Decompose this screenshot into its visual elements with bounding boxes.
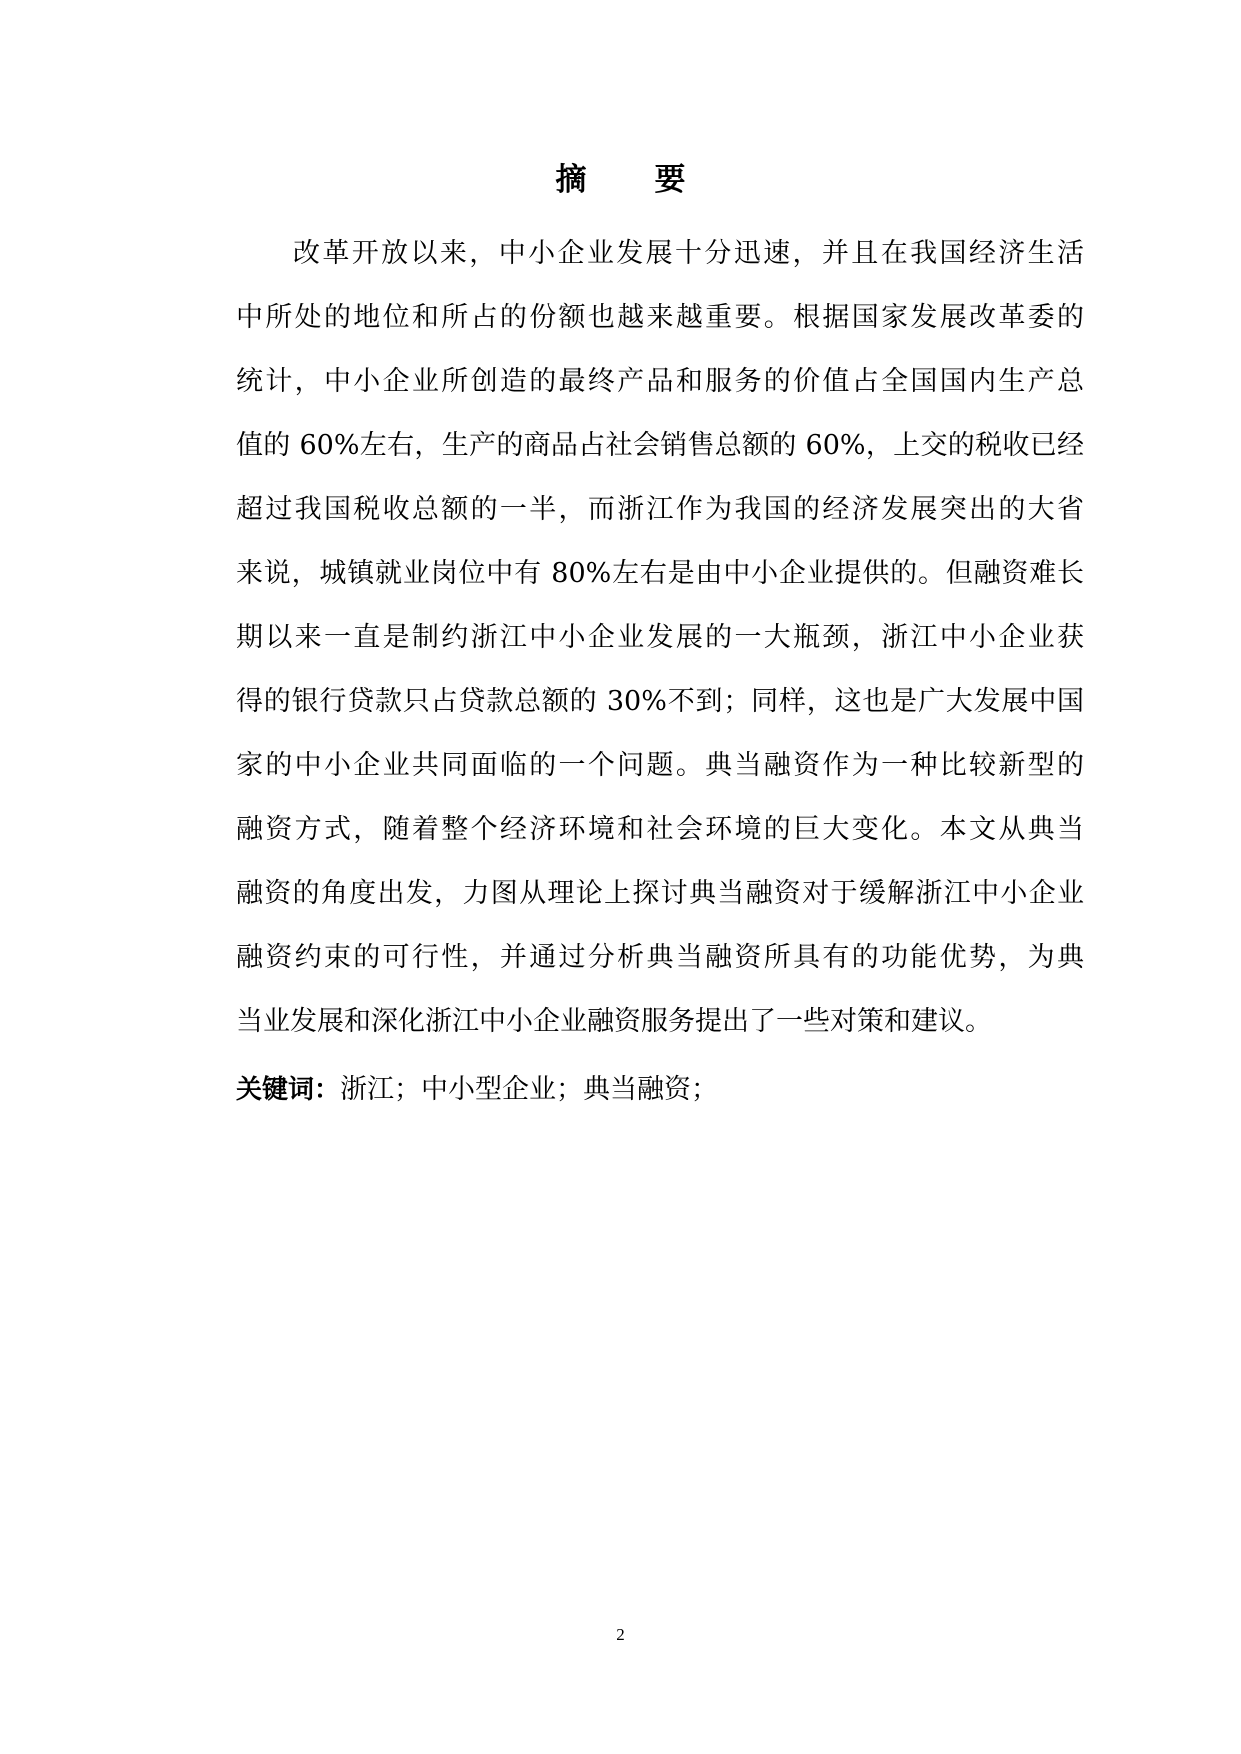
abstract-line: 当业发展和深化浙江中小企业融资服务提出了一些对策和建议。 xyxy=(236,1006,992,1037)
abstract-line: 融资约束的可行性，并通过分析典当融资所具有的功能优势，为典 xyxy=(236,942,1084,973)
abstract-line: 改革开放以来，中小企业发展十分迅速，并且在我国经济生活 xyxy=(293,238,1084,269)
title-char-1: 摘 xyxy=(555,162,587,198)
abstract-line: 融资方式，随着整个经济环境和社会环境的巨大变化。本文从典当 xyxy=(236,814,1084,845)
abstract-line: 来说，城镇就业岗位中有 80%左右是由中小企业提供的。但融资难长 xyxy=(236,558,1084,589)
abstract-line: 得的银行贷款只占贷款总额的 30%不到；同样，这也是广大发展中国 xyxy=(236,686,1084,717)
abstract-line: 期以来一直是制约浙江中小企业发展的一大瓶颈，浙江中小企业获 xyxy=(236,622,1084,653)
abstract-paragraph xyxy=(236,231,1084,1063)
keywords xyxy=(236,1067,1084,1113)
abstract-line: 中所处的地位和所占的份额也越来越重要。根据国家发展改革委的 xyxy=(236,302,1084,333)
abstract-line: 值的 60%左右，生产的商品占社会销售总额的 60%，上交的税收已经 xyxy=(236,430,1084,461)
abstract-line: 融资的角度出发，力图从理论上探讨典当融资对于缓解浙江中小企业 xyxy=(236,878,1084,909)
page-title xyxy=(0,160,1241,200)
title-char-2: 要 xyxy=(654,162,686,198)
keywords-text: 浙江；中小型企业；典当融资； xyxy=(340,1074,719,1105)
page-number: 2 xyxy=(616,1625,625,1644)
abstract-line: 家的中小企业共同面临的一个问题。典当融资作为一种比较新型的 xyxy=(236,750,1084,781)
abstract-line: 超过我国税收总额的一半，而浙江作为我国的经济发展突出的大省 xyxy=(236,494,1084,525)
abstract-line: 统计，中小企业所创造的最终产品和服务的价值占全国国内生产总 xyxy=(236,366,1084,397)
keywords-label: 关键词： xyxy=(236,1075,341,1105)
